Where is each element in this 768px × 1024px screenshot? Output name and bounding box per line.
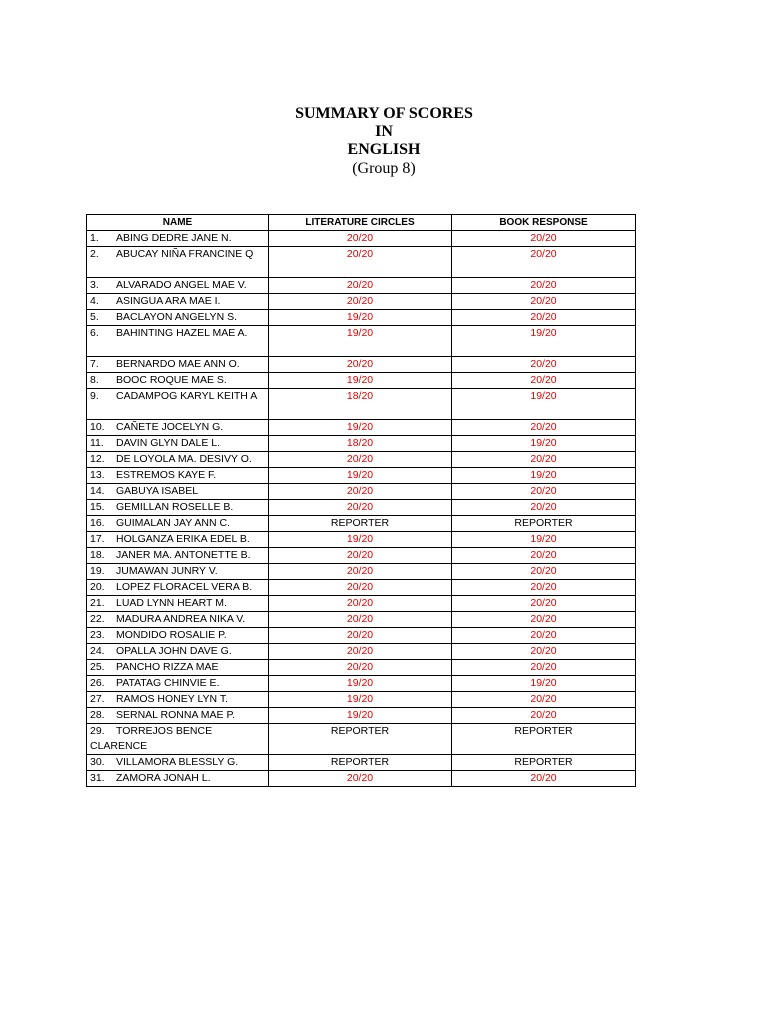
table-row bbox=[87, 532, 636, 548]
row-number: 24. bbox=[90, 645, 105, 657]
table-row bbox=[87, 310, 636, 326]
row-number: 8. bbox=[90, 374, 99, 386]
book-response-score: 20/20 bbox=[452, 231, 636, 247]
student-name-cell bbox=[87, 548, 269, 564]
student-name-cell bbox=[87, 484, 269, 500]
book-response-score: 19/20 bbox=[452, 436, 636, 452]
student-name-cell bbox=[87, 564, 269, 580]
row-number: 28. bbox=[90, 709, 105, 721]
literature-circles-score: 19/20 bbox=[269, 708, 452, 724]
literature-circles-score: 19/20 bbox=[269, 692, 452, 708]
student-name: GUIMALAN JAY ANN C. bbox=[116, 517, 230, 529]
table-row bbox=[87, 516, 636, 532]
table-row bbox=[87, 326, 636, 357]
book-response-score: REPORTER bbox=[452, 724, 636, 755]
table-header-row bbox=[87, 215, 636, 231]
book-response-score: 20/20 bbox=[452, 580, 636, 596]
student-name: LOPEZ FLORACEL VERA B. bbox=[116, 581, 253, 593]
student-name: GEMILLAN ROSELLE B. bbox=[116, 501, 234, 513]
book-response-score: 20/20 bbox=[452, 310, 636, 326]
table-row bbox=[87, 389, 636, 420]
literature-circles-score: 20/20 bbox=[269, 278, 452, 294]
title-line-3: ENGLISH bbox=[347, 141, 421, 158]
student-name: BERNARDO MAE ANN O. bbox=[116, 358, 240, 370]
book-response-score: 20/20 bbox=[452, 708, 636, 724]
table-row bbox=[87, 247, 636, 278]
header-name: NAME bbox=[87, 215, 269, 231]
student-name: GABUYA ISABEL bbox=[116, 485, 199, 497]
literature-circles-score: 18/20 bbox=[269, 389, 452, 420]
student-name-cell bbox=[87, 247, 269, 278]
row-number: 18. bbox=[90, 549, 105, 561]
student-name-cell bbox=[87, 612, 269, 628]
book-response-score: 20/20 bbox=[452, 484, 636, 500]
table-row bbox=[87, 452, 636, 468]
row-number: 21. bbox=[90, 597, 105, 609]
student-name: BACLAYON ANGELYN S. bbox=[116, 311, 237, 323]
literature-circles-score: 20/20 bbox=[269, 580, 452, 596]
student-name: BAHINTING HAZEL MAE A. bbox=[116, 327, 248, 339]
student-name: PANCHO RIZZA MAE bbox=[116, 661, 219, 673]
row-number: 4. bbox=[90, 295, 99, 307]
book-response-score: 20/20 bbox=[452, 247, 636, 278]
literature-circles-score: 20/20 bbox=[269, 500, 452, 516]
row-number: 10. bbox=[90, 421, 105, 433]
table-row bbox=[87, 612, 636, 628]
table-row bbox=[87, 692, 636, 708]
student-name-cell bbox=[87, 755, 269, 771]
student-name: ESTREMOS KAYE F. bbox=[116, 469, 217, 481]
book-response-score: 20/20 bbox=[452, 660, 636, 676]
literature-circles-score: REPORTER bbox=[269, 755, 452, 771]
row-number: 23. bbox=[90, 629, 105, 641]
student-name: ASINGUA ARA MAE I. bbox=[116, 295, 221, 307]
book-response-score: 20/20 bbox=[452, 500, 636, 516]
table-row bbox=[87, 771, 636, 787]
row-number: 3. bbox=[90, 279, 99, 291]
row-number: 26. bbox=[90, 677, 105, 689]
student-name-cell bbox=[87, 596, 269, 612]
row-number: 17. bbox=[90, 533, 105, 545]
student-name: HOLGANZA ERIKA EDEL B. bbox=[116, 533, 250, 545]
row-number: 31. bbox=[90, 772, 105, 784]
literature-circles-score: 20/20 bbox=[269, 771, 452, 787]
document-title bbox=[0, 105, 768, 179]
scores-table bbox=[86, 214, 636, 787]
book-response-score: 19/20 bbox=[452, 468, 636, 484]
literature-circles-score: 20/20 bbox=[269, 660, 452, 676]
header-literature-circles: LITERATURE CIRCLES bbox=[269, 215, 452, 231]
table-row bbox=[87, 436, 636, 452]
book-response-score: 20/20 bbox=[452, 564, 636, 580]
row-number: 29. bbox=[90, 725, 105, 737]
student-name-cell bbox=[87, 676, 269, 692]
row-number: 13. bbox=[90, 469, 105, 481]
row-number: 2. bbox=[90, 248, 99, 260]
student-name: PATATAG CHINVIE E. bbox=[116, 677, 220, 689]
row-number: 11. bbox=[90, 437, 104, 449]
table-row bbox=[87, 580, 636, 596]
student-name: SERNAL RONNA MAE P. bbox=[116, 709, 236, 721]
table-row bbox=[87, 564, 636, 580]
table-row bbox=[87, 644, 636, 660]
table-row bbox=[87, 231, 636, 247]
student-name: CAÑETE JOCELYN G. bbox=[116, 421, 224, 433]
literature-circles-score: 19/20 bbox=[269, 676, 452, 692]
table-row bbox=[87, 294, 636, 310]
student-name-cell bbox=[87, 771, 269, 787]
table-row bbox=[87, 676, 636, 692]
student-name-cell bbox=[87, 310, 269, 326]
student-name: CADAMPOG KARYL KEITH A bbox=[116, 390, 258, 402]
table-row bbox=[87, 708, 636, 724]
student-name: MADURA ANDREA NIKA V. bbox=[116, 613, 246, 625]
table-row bbox=[87, 484, 636, 500]
student-name-cell bbox=[87, 389, 269, 420]
title-line-1: SUMMARY OF SCORES bbox=[295, 105, 473, 122]
literature-circles-score: 20/20 bbox=[269, 548, 452, 564]
student-name-cell bbox=[87, 532, 269, 548]
row-number: 15. bbox=[90, 501, 105, 513]
literature-circles-score: REPORTER bbox=[269, 724, 452, 755]
book-response-score: 19/20 bbox=[452, 389, 636, 420]
row-number: 7. bbox=[90, 358, 99, 370]
student-name: ALVARADO ANGEL MAE V. bbox=[116, 279, 247, 291]
book-response-score: 19/20 bbox=[452, 676, 636, 692]
student-name: ZAMORA JONAH L. bbox=[116, 772, 211, 784]
book-response-score: 20/20 bbox=[452, 452, 636, 468]
row-number: 9. bbox=[90, 390, 99, 402]
row-number: 5. bbox=[90, 311, 99, 323]
student-name: OPALLA JOHN DAVE G. bbox=[116, 645, 232, 657]
student-name-cell bbox=[87, 294, 269, 310]
literature-circles-score: 20/20 bbox=[269, 596, 452, 612]
literature-circles-score: 20/20 bbox=[269, 452, 452, 468]
literature-circles-score: 20/20 bbox=[269, 357, 452, 373]
table-row bbox=[87, 420, 636, 436]
student-name-cell bbox=[87, 357, 269, 373]
student-name: VILLAMORA BLESSLY G. bbox=[116, 756, 239, 768]
literature-circles-score: 18/20 bbox=[269, 436, 452, 452]
student-name-cell bbox=[87, 580, 269, 596]
book-response-score: 20/20 bbox=[452, 692, 636, 708]
literature-circles-score: 19/20 bbox=[269, 468, 452, 484]
student-name-cell bbox=[87, 373, 269, 389]
book-response-score: REPORTER bbox=[452, 755, 636, 771]
table-row bbox=[87, 468, 636, 484]
student-name: JANER MA. ANTONETTE B. bbox=[116, 549, 251, 561]
student-name: RAMOS HONEY LYN T. bbox=[116, 693, 229, 705]
literature-circles-score: 20/20 bbox=[269, 612, 452, 628]
literature-circles-score: 20/20 bbox=[269, 231, 452, 247]
literature-circles-score: 20/20 bbox=[269, 644, 452, 660]
table-row bbox=[87, 548, 636, 564]
student-name: LUAD LYNN HEART M. bbox=[116, 597, 227, 609]
student-name-cell bbox=[87, 644, 269, 660]
student-name: ABUCAY NIÑA FRANCINE Q bbox=[116, 248, 254, 260]
row-number: 22. bbox=[90, 613, 105, 625]
row-number: 19. bbox=[90, 565, 105, 577]
student-name: BOOC ROQUE MAE S. bbox=[116, 374, 227, 386]
student-name-cell bbox=[87, 692, 269, 708]
student-name: DE LOYOLA MA. DESIVY O. bbox=[116, 453, 252, 465]
book-response-score: 20/20 bbox=[452, 294, 636, 310]
student-name-cell bbox=[87, 278, 269, 294]
row-number: 16. bbox=[90, 517, 105, 529]
student-name-cell bbox=[87, 436, 269, 452]
student-name-cell bbox=[87, 468, 269, 484]
book-response-score: 20/20 bbox=[452, 771, 636, 787]
table-row bbox=[87, 660, 636, 676]
row-number: 1. bbox=[90, 232, 99, 244]
student-name-cell bbox=[87, 231, 269, 247]
book-response-score: 19/20 bbox=[452, 532, 636, 548]
table-body bbox=[87, 231, 636, 787]
row-number: 12. bbox=[90, 453, 105, 465]
table-row bbox=[87, 755, 636, 771]
header-book-response: BOOK RESPONSE bbox=[452, 215, 636, 231]
row-number: 14. bbox=[90, 485, 105, 497]
title-line-2: IN bbox=[375, 123, 393, 140]
table-row bbox=[87, 596, 636, 612]
row-number: 6. bbox=[90, 327, 99, 339]
literature-circles-score: 20/20 bbox=[269, 564, 452, 580]
literature-circles-score: 19/20 bbox=[269, 326, 452, 357]
table-row bbox=[87, 357, 636, 373]
table-row bbox=[87, 724, 636, 755]
book-response-score: 20/20 bbox=[452, 596, 636, 612]
table-row bbox=[87, 628, 636, 644]
book-response-score: 20/20 bbox=[452, 420, 636, 436]
title-group: (Group 8) bbox=[352, 160, 416, 177]
row-number: 20. bbox=[90, 581, 105, 593]
book-response-score: 20/20 bbox=[452, 278, 636, 294]
literature-circles-score: 20/20 bbox=[269, 294, 452, 310]
literature-circles-score: 20/20 bbox=[269, 484, 452, 500]
student-name-cell bbox=[87, 660, 269, 676]
row-number: 30. bbox=[90, 756, 105, 768]
literature-circles-score: 19/20 bbox=[269, 420, 452, 436]
book-response-score: 20/20 bbox=[452, 373, 636, 389]
student-name: JUMAWAN JUNRY V. bbox=[116, 565, 218, 577]
book-response-score: 20/20 bbox=[452, 644, 636, 660]
book-response-score: 19/20 bbox=[452, 326, 636, 357]
student-name-cell bbox=[87, 420, 269, 436]
student-name-cell bbox=[87, 516, 269, 532]
student-name-cell bbox=[87, 326, 269, 357]
literature-circles-score: REPORTER bbox=[269, 516, 452, 532]
literature-circles-score: 20/20 bbox=[269, 247, 452, 278]
student-name: TORREJOS BENCE CLARENCE bbox=[90, 725, 213, 752]
student-name: MONDIDO ROSALIE P. bbox=[116, 629, 227, 641]
literature-circles-score: 19/20 bbox=[269, 310, 452, 326]
student-name-cell bbox=[87, 452, 269, 468]
student-name-cell bbox=[87, 708, 269, 724]
book-response-score: 20/20 bbox=[452, 612, 636, 628]
table-row bbox=[87, 373, 636, 389]
literature-circles-score: 20/20 bbox=[269, 628, 452, 644]
book-response-score: 20/20 bbox=[452, 548, 636, 564]
student-name-cell bbox=[87, 500, 269, 516]
student-name-cell bbox=[87, 724, 269, 755]
student-name: DAVIN GLYN DALE L. bbox=[116, 437, 221, 449]
book-response-score: REPORTER bbox=[452, 516, 636, 532]
row-number: 27. bbox=[90, 693, 105, 705]
literature-circles-score: 19/20 bbox=[269, 532, 452, 548]
book-response-score: 20/20 bbox=[452, 628, 636, 644]
table-row bbox=[87, 500, 636, 516]
table-row bbox=[87, 278, 636, 294]
row-number: 25. bbox=[90, 661, 105, 673]
literature-circles-score: 19/20 bbox=[269, 373, 452, 389]
book-response-score: 20/20 bbox=[452, 357, 636, 373]
student-name-cell bbox=[87, 628, 269, 644]
student-name: ABING DEDRE JANE N. bbox=[116, 232, 232, 244]
